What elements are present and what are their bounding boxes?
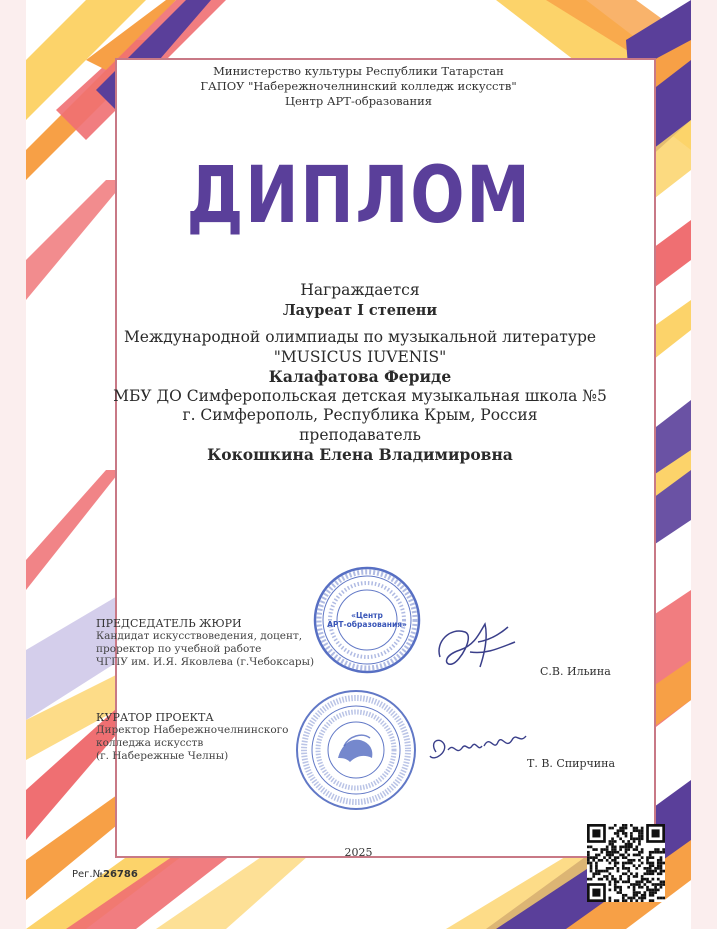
center-line: Центр АРТ-образования: [284, 94, 433, 108]
awarded-label: Награждается: [300, 281, 420, 299]
curator-block: [96, 711, 289, 763]
award-text: [100, 281, 620, 465]
issuer-header: [0, 64, 717, 109]
college-seal-icon: [294, 688, 418, 812]
student-name: Калафатова Фериде: [268, 367, 452, 386]
diploma-title-text: ДИПЛОМ: [186, 151, 531, 241]
jury-name: С.В. Ильина: [540, 665, 611, 678]
jury-title: ПРЕДСЕДАТЕЛЬ ЖЮРИ: [96, 617, 242, 630]
jury-chair-block: [96, 617, 314, 669]
signature-ilina: [430, 612, 520, 674]
curator-title: КУРАТОР ПРОЕКТА: [96, 711, 214, 724]
reg-label: Рег.№: [72, 869, 104, 880]
diploma-title: [0, 151, 717, 241]
jury-position: проректор по учебной работе: [96, 643, 262, 655]
ministry-line: Министерство культуры Республики Татарстан: [213, 64, 504, 78]
curator-college: колледжа искусств: [96, 737, 204, 749]
stamp1-center-text: «Центр АРТ-образования»: [327, 611, 407, 629]
teacher-name: Кокошкина Елена Владимировна: [207, 445, 513, 464]
degree: Лауреат I степени: [282, 301, 438, 319]
curator-position: Директор Набережночелнинского: [96, 724, 289, 736]
school-name: МБУ ДО Симферопольская детская музыкальная школа №5: [113, 386, 607, 405]
registration-number: [72, 869, 138, 880]
qr-code-icon[interactable]: [587, 824, 665, 902]
reg-number: 26786: [103, 869, 138, 880]
curator-city: (г. Набережные Челны): [96, 750, 229, 762]
year: 2025: [344, 846, 373, 859]
curator-name: Т. В. Спирчина: [527, 757, 616, 770]
jury-degree: Кандидат искусствоведения, доцент,: [96, 630, 303, 642]
teacher-label: преподаватель: [299, 425, 421, 444]
college-line: ГАПОУ "Набережночелнинский колледж искусств": [200, 79, 517, 93]
event-name-line1: Международной олимпиады по музыкальной литературе: [123, 328, 597, 346]
event-name-line2: "MUSICUS IUVENIS": [273, 347, 447, 366]
jury-university: ЧГПУ им. И.Я. Яковлева (г.Чебоксары): [96, 656, 315, 668]
school-location: г. Симферополь, Республика Крым, Россия: [182, 406, 538, 424]
signature-spirchina: [424, 722, 534, 772]
round-seal-icon: [312, 565, 422, 675]
